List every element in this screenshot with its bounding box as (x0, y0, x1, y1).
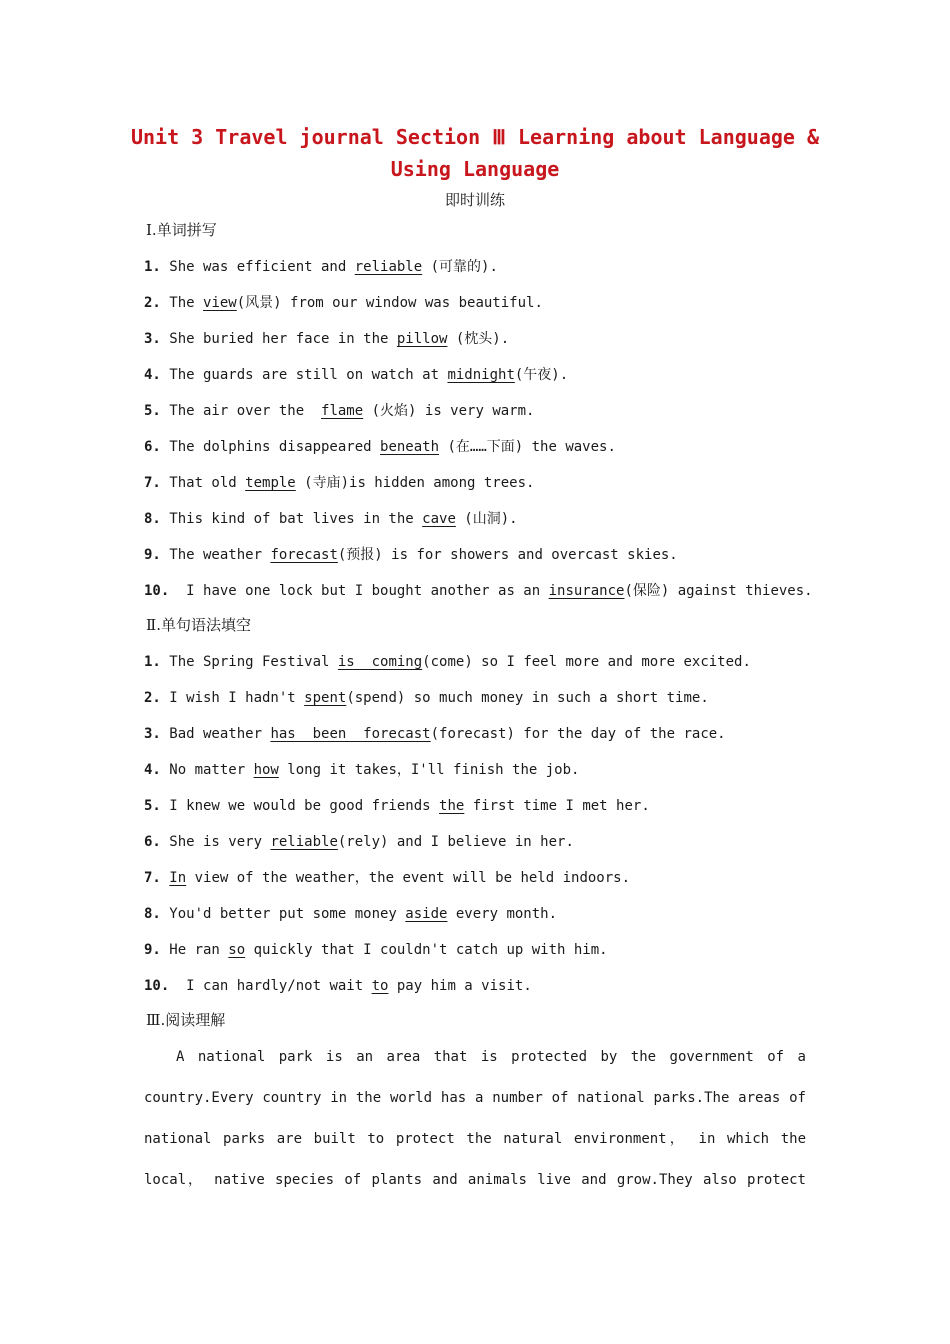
item-text-after: (午夜). (514, 367, 569, 383)
section-3-heading: Ⅲ.阅读理解 (146, 1011, 226, 1029)
item-number: 4. (144, 367, 161, 383)
answer-blank: aside (405, 906, 448, 922)
exercise-item (144, 975, 532, 997)
exercise-item (144, 508, 518, 530)
item-text-before: That old (160, 475, 246, 491)
answer-blank: is coming (337, 654, 423, 670)
section-2-heading: Ⅱ.单句语法填空 (146, 616, 251, 634)
item-number: 5. (144, 798, 161, 814)
item-number: 8. (144, 906, 161, 922)
item-number: 2. (144, 690, 161, 706)
answer-blank: flame (321, 403, 364, 419)
subtitle: 即时训练 (444, 191, 505, 209)
item-text-before: You'd better put some money (160, 906, 406, 922)
exercise-item (144, 687, 709, 709)
answer-blank: pillow (396, 331, 448, 347)
answer-blank: has been forecast (270, 726, 431, 742)
item-text-before: The weather (160, 547, 271, 563)
item-text-before: I knew we would be good friends (160, 798, 440, 814)
passage-line: A national park is an area that is protected by the government of a (176, 1049, 806, 1065)
passage-line: local， native species of plants and animals live and grow.They also protect (144, 1172, 806, 1188)
item-text-before: The air over the (160, 403, 322, 419)
answer-blank: midnight (447, 367, 515, 383)
item-text-after: every month. (447, 906, 558, 922)
answer-blank: so (228, 942, 246, 958)
exercise-item (144, 364, 568, 386)
item-number: 6. (144, 439, 161, 455)
exercise-item (144, 903, 557, 925)
item-text-before: She is very (160, 834, 271, 850)
item-text-after: first time I met her. (464, 798, 650, 814)
item-number: 7. (144, 870, 161, 886)
exercise-item (144, 939, 608, 961)
item-text-after: (spend) so much money in such a short time. (346, 690, 709, 706)
passage-line: country.Every country in the world has a number of national parks.The areas of (144, 1090, 806, 1106)
item-number: 7. (144, 475, 161, 491)
item-text-after: (在……下面) the waves. (439, 439, 616, 455)
exercise-item (144, 328, 509, 350)
exercise-item (144, 400, 534, 422)
exercise-item (144, 723, 726, 745)
item-text-after: pay him a visit. (388, 978, 532, 994)
item-text-after: (寺庙)is hidden among trees. (295, 475, 535, 491)
answer-blank: forecast (270, 547, 338, 563)
answer-blank: how (253, 762, 279, 778)
answer-blank: the (439, 798, 465, 814)
section-1-heading: Ⅰ.单词拼写 (146, 221, 217, 239)
answer-blank: reliable (270, 834, 338, 850)
answer-blank: cave (422, 511, 456, 527)
answer-blank: to (371, 978, 389, 994)
item-text-after: view of the weather，the event will be held indoors. (186, 870, 631, 886)
answer-blank: view (203, 295, 237, 311)
title-line-1: Unit 3 Travel journal Section Ⅲ Learning about Language & (130, 125, 820, 149)
exercise-item (144, 544, 678, 566)
answer-blank: spent (304, 690, 347, 706)
item-number: 10. (144, 978, 170, 994)
item-number: 1. (144, 654, 161, 670)
item-number: 3. (144, 726, 161, 742)
exercise-item (144, 292, 543, 314)
item-text-after: (火焰) is very warm. (363, 403, 535, 419)
exercise-item (144, 795, 650, 817)
item-text-after: quickly that I couldn't catch up with him. (245, 942, 608, 958)
answer-blank: temple (245, 475, 296, 491)
answer-blank: beneath (380, 439, 440, 455)
item-text-before: The Spring Festival (160, 654, 338, 670)
item-text-before: This kind of bat lives in the (160, 511, 423, 527)
exercise-item (144, 759, 579, 781)
exercise-item (144, 436, 616, 458)
passage-line: national parks are built to protect the natural environment， in which the (144, 1131, 806, 1147)
item-number: 9. (144, 547, 161, 563)
exercise-item (144, 867, 630, 889)
item-text-after: (枕头). (447, 331, 510, 347)
item-text-before: She was efficient and (160, 259, 355, 275)
item-number: 5. (144, 403, 161, 419)
exercise-item (144, 580, 813, 602)
item-number: 6. (144, 834, 161, 850)
item-text-before: The guards are still on watch at (160, 367, 448, 383)
answer-blank: reliable (354, 259, 423, 275)
answer-blank: In (169, 870, 187, 886)
item-text-after: (可靠的). (422, 259, 498, 275)
exercise-item (144, 651, 751, 673)
item-number: 4. (144, 762, 161, 778)
item-number: 3. (144, 331, 161, 347)
item-text-after: (come) so I feel more and more excited. (422, 654, 751, 670)
item-number: 10. (144, 583, 170, 599)
item-text-after: (风景) from our window was beautiful. (236, 295, 543, 311)
item-text-after: (rely) and I believe in her. (337, 834, 574, 850)
item-text-before: I can hardly/not wait (169, 978, 372, 994)
exercise-item (144, 831, 574, 853)
item-text-after: (forecast) for the day of the race. (430, 726, 726, 742)
item-number: 2. (144, 295, 161, 311)
item-text-after: (保险) against thieves. (624, 583, 813, 599)
item-text-before: The (160, 295, 204, 311)
item-text-before: No matter (160, 762, 254, 778)
exercise-item (144, 472, 534, 494)
item-text-before: He ran (160, 942, 229, 958)
item-text-after: long it takes，I'll finish the job. (278, 762, 580, 778)
item-number: 8. (144, 511, 161, 527)
item-text-before: Bad weather (160, 726, 271, 742)
item-text-before: I wish I hadn't (160, 690, 305, 706)
title-line-2: Using Language (390, 157, 560, 181)
item-text-after: (山洞). (455, 511, 518, 527)
item-text-after: (预报) is for showers and overcast skies. (337, 547, 678, 563)
item-text-before: I have one lock but I bought another as an (169, 583, 549, 599)
exercise-item (144, 256, 498, 278)
item-number: 9. (144, 942, 161, 958)
item-number: 1. (144, 259, 161, 275)
item-text-before: She buried her face in the (160, 331, 397, 347)
item-text-before: The dolphins disappeared (160, 439, 381, 455)
answer-blank: insurance (548, 583, 625, 599)
